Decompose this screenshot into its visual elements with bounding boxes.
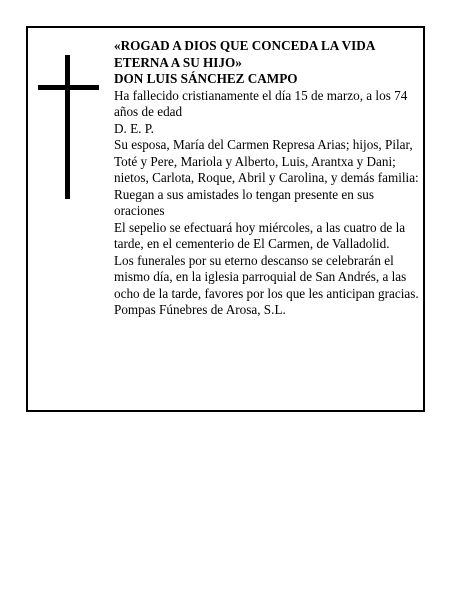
funeral-info: Los funerales por su eterno descanso se celebrarán el mismo día, en la iglesia parroquial de San Andrés, a las ocho de la tarde, favores por los que les anticipan gracias. — [114, 252, 419, 301]
rip-line: D. E. P. — [114, 120, 154, 136]
cross-vertical-bar — [65, 55, 70, 199]
burial-info: El sepelio se efectuará hoy miércoles, a las cuatro de la tarde, en el cementerio de El Carmen, de Valladolid. — [114, 219, 406, 251]
cross-horizontal-bar — [38, 85, 99, 90]
family-list: Su esposa, María del Carmen Represa Arias; hijos, Pilar, Toté y Pere, Mariola y Alberto, Luis, Arantxa y Dani; nietos, Carlota, Roque, Abril y Carolina, y demás familia: — [114, 137, 419, 185]
cross-icon — [38, 55, 99, 199]
prayer-request: Ruegan a sus amistades lo tengan presente en sus oraciones — [114, 186, 375, 218]
deceased-name: DON LUIS SÁNCHEZ CAMPO — [114, 71, 298, 86]
obituary-notice — [26, 26, 425, 412]
notice-text — [114, 38, 420, 319]
notice-heading: «ROGAD A DIOS QUE CONCEDA LA VIDA ETERNA A SU HIJO» — [114, 38, 375, 70]
funeral-home: Pompas Fúnebres de Arosa, S.L. — [114, 302, 286, 317]
death-statement: Ha fallecido cristianamente el día 15 de marzo, a los 74 años de edad — [114, 87, 408, 119]
